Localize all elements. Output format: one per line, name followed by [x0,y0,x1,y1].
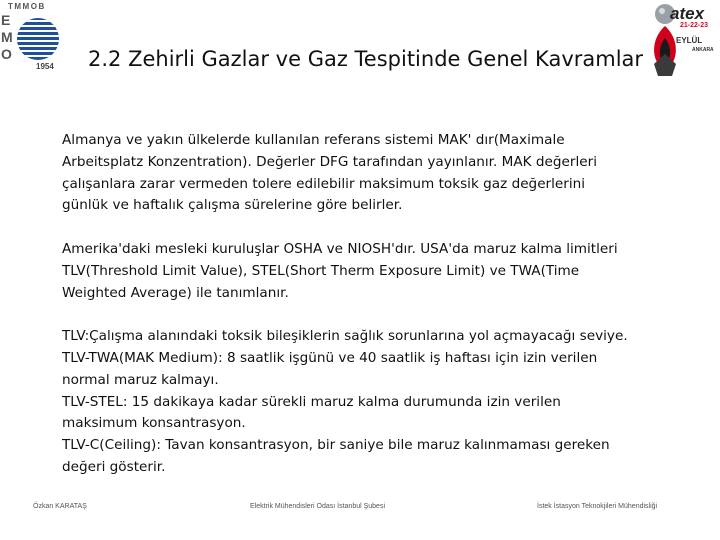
logo-year: 1954 [36,62,54,71]
logo-letter-o: O [1,46,12,62]
paragraph-mak: Almanya ve yakın ülkelerde kullanılan referans sistemi MAK' dır(Maximale Arbeitsplatz Konzentration). Değerler DFG tarafından yayınlanır. MAK değerleri çalışanlara zarar vermeden tolere edilebilir maksimum toksik gaz değerlerini günlük ve haftalık çalışma sürelerine göre belirler. [62,132,598,214]
footer-company: İstek İstasyon Teknokjileri Mühendisliği [537,503,658,510]
atex-logo [646,0,720,80]
logo-tmmob-text: TMMOB [8,2,46,11]
atex-month: EYLÜL [676,36,703,45]
logo-emo-letters [1,12,13,63]
page-title: 2.2 Zehirli Gazlar ve Gaz Tespitinde Genel Kavramlar [88,47,644,71]
atex-brand: atex [670,4,705,23]
emo-globe-logo-icon [14,14,62,64]
footer-author: Özkan KARATAŞ [33,503,87,510]
paragraph-tlv-definitions: TLV:Çalışma alanındaki toksik bileşiklerin sağlık sorunlarına yol açmayacağı seviye. TLV-TWA(MAK Medium): 8 saatlik işgünü ve 40 saatlik iş haftası için izin verilen normal maruz kalmayı. TLV-STEL: 15 dakikaya kadar sürekli maruz kalma durumunda izin verilen maksimum konsantrasyon. TLV-C(Ceiling): Tavan konsantrasyon, bir saniye bile maruz kalınmaması gereken değeri gösterir. [62,328,628,475]
paragraph-osha-niosh: Amerika'daki mesleki kuruluşlar OSHA ve NIOSH'dır. USA'da maruz kalma limitleri TLV(Threshold Limit Value), STEL(Short Therm Exposure Limit) ve TWA(Time Weighted Average) ile tanımlanır. [62,240,618,301]
emo-logo [0,0,70,76]
atex-city: ANKARA [692,47,714,53]
footer-organization: Elektrik Mühendisleri Odası İstanbul Şubesi [250,503,386,510]
logo-letter-e: E [1,12,11,28]
logo-letter-m: M [1,29,13,45]
atex-dates: 21-22-23 [680,22,709,29]
slide-content [62,130,662,501]
